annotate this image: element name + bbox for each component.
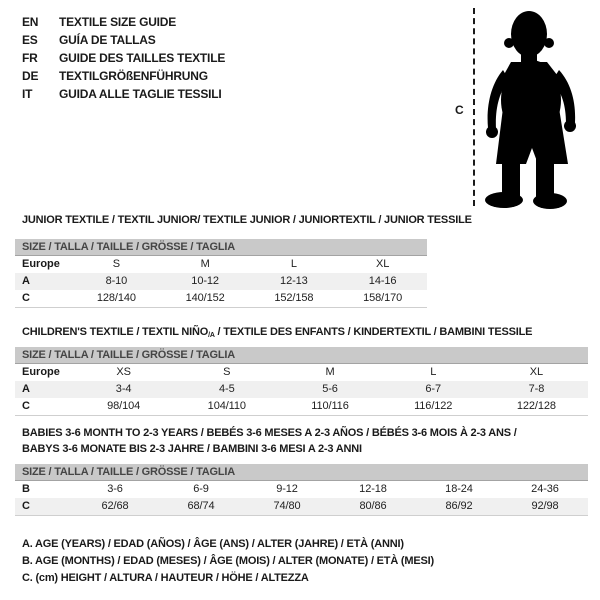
- table-cell: 116/122: [414, 400, 453, 412]
- table-cell: 8-10: [105, 275, 128, 287]
- table-cell: 3-4: [115, 383, 132, 395]
- table-cell: 6-7: [425, 383, 442, 395]
- table-cell: 68/74: [187, 500, 215, 512]
- language-code: IT: [22, 87, 33, 101]
- babies-table-title: [22, 425, 517, 457]
- language-title: GUIDA ALLE TAGLIE TESSILI: [59, 87, 222, 101]
- table-row-europe: [15, 364, 588, 381]
- table-cell: 62/68: [101, 500, 129, 512]
- table-cell: 5-6: [322, 383, 338, 395]
- title-text: CHILDREN'S TEXTILE / TEXTIL NIÑO: [22, 326, 209, 338]
- table-row-europe: [15, 256, 427, 273]
- language-code: FR: [22, 51, 38, 65]
- babies-table: [15, 464, 588, 516]
- table-cell: 74/80: [273, 500, 301, 512]
- table-row-height: [15, 498, 588, 515]
- language-code: ES: [22, 33, 38, 47]
- table-cell: L: [290, 258, 297, 270]
- table-cell: L: [430, 366, 437, 378]
- row-label: Europe: [22, 366, 60, 378]
- language-title: TEXTILE SIZE GUIDE: [59, 15, 177, 29]
- table-cell: 110/116: [311, 400, 349, 412]
- row-label: C: [22, 292, 30, 304]
- row-label: A: [22, 383, 30, 395]
- table-row-age: [15, 273, 427, 290]
- height-measure-label: C: [455, 103, 464, 117]
- table-cell: S: [223, 366, 231, 378]
- size-header-row: SIZE / TALLA / TAILLE / GRÖSSE / TAGLIA: [15, 347, 588, 364]
- table-cell: 12-13: [280, 275, 308, 287]
- table-cell: M: [325, 366, 335, 378]
- table-cell: 12-18: [359, 483, 387, 495]
- language-title: GUIDE DES TAILLES TEXTILE: [59, 51, 226, 65]
- table-cell: 92/98: [531, 500, 559, 512]
- row-label: C: [22, 500, 30, 512]
- table-cell: 14-16: [368, 275, 397, 287]
- table-cell: 18-24: [445, 483, 473, 495]
- junior-table: [15, 239, 427, 308]
- table-row-months: [15, 481, 588, 498]
- size-header-row: SIZE / TALLA / TAILLE / GRÖSSE / TAGLIA: [15, 464, 588, 481]
- footnote-a: A. AGE (YEARS) / EDAD (AÑOS) / ÂGE (ANS) / ALTER (JAHRE) / ETÀ (ANNI): [22, 538, 404, 550]
- junior-table-title: JUNIOR TEXTILE / TEXTIL JUNIOR/ TEXTILE JUNIOR / JUNIORTEXTIL / JUNIOR TESSILE: [22, 214, 472, 226]
- row-label: B: [22, 483, 30, 495]
- title-subscript: /A: [208, 332, 215, 339]
- table-cell: XL: [375, 258, 390, 270]
- baby-silhouette-icon: [478, 4, 596, 210]
- table-cell: XS: [116, 366, 131, 378]
- row-label: Europe: [22, 258, 60, 270]
- footnote-list: [22, 536, 434, 587]
- table-cell: 24-36: [531, 483, 559, 495]
- title-text: / TEXTILE DES ENFANTS / KINDERTEXTIL / BAMBINI TESSILE: [214, 326, 533, 338]
- children-table: [15, 347, 588, 416]
- table-cell: 152/158: [274, 292, 314, 304]
- table-row-height: [15, 290, 427, 307]
- table-row-height: [15, 398, 588, 415]
- table-cell: 3-6: [107, 483, 123, 495]
- language-row-de: [22, 67, 225, 85]
- table-cell: 158/170: [363, 292, 403, 304]
- language-title-list: [22, 13, 225, 103]
- table-cell: 80/86: [359, 500, 387, 512]
- language-code: DE: [22, 69, 39, 83]
- language-code: EN: [22, 15, 39, 29]
- table-cell: S: [112, 258, 120, 270]
- table-cell: 6-9: [193, 483, 209, 495]
- row-label: A: [22, 275, 30, 287]
- table-cell: M: [200, 258, 210, 270]
- children-table-title: [22, 324, 532, 342]
- table-cell: 122/128: [516, 400, 556, 412]
- table-cell: XL: [529, 366, 544, 378]
- title-line-2: BABYS 3-6 MONATE BIS 2-3 JAHRE / BAMBINI 3-6 MESI A 2-3 ANNI: [22, 443, 362, 455]
- height-measure-line: [473, 8, 475, 206]
- language-row-fr: [22, 49, 225, 67]
- language-title: GUÍA DE TALLAS: [59, 33, 156, 47]
- table-cell: 9-12: [276, 483, 298, 495]
- size-header-row: SIZE / TALLA / TAILLE / GRÖSSE / TAGLIA: [15, 239, 427, 256]
- footnote-b: B. AGE (MONTHS) / EDAD (MESES) / ÂGE (MOIS) / ALTER (MONATE) / ETÀ (MESI): [22, 555, 434, 567]
- table-cell: 128/140: [96, 292, 136, 304]
- title-line-1: BABIES 3-6 MONTH TO 2-3 YEARS / BEBÉS 3-6 MESES A 2-3 AÑOS / BÉBÉS 3-6 MOIS À 2-3 ANS /: [22, 427, 517, 439]
- language-row-it: [22, 85, 225, 103]
- table-cell: 4-5: [219, 383, 235, 395]
- table-cell: 86/92: [445, 500, 473, 512]
- table-cell: 98/104: [107, 400, 141, 412]
- table-cell: 104/110: [207, 400, 246, 412]
- row-label: C: [22, 400, 30, 412]
- language-title: TEXTILGRÖßENFÜHRUNG: [59, 69, 208, 83]
- footnote-c: C. (cm) HEIGHT / ALTURA / HAUTEUR / HÖHE / ALTEZZA: [22, 572, 309, 584]
- table-cell: 10-12: [191, 275, 219, 287]
- language-row-es: [22, 31, 225, 49]
- table-row-age: [15, 381, 588, 398]
- table-cell: 140/152: [185, 292, 225, 304]
- table-cell: 7-8: [528, 383, 545, 395]
- language-row-en: [22, 13, 225, 31]
